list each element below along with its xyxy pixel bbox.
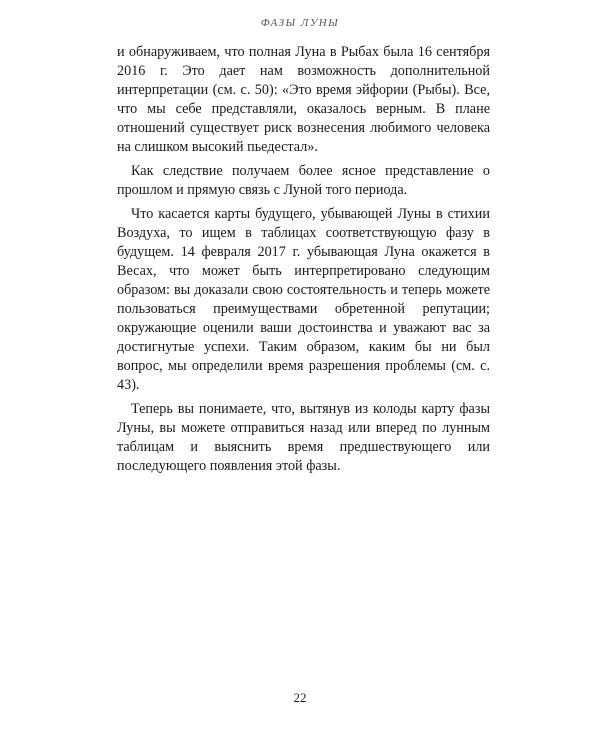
paragraph-4: Теперь вы понимаете, что, вытянув из колоды карту фазы Луны, вы можете отправиться назад или вперед по лунным таблицам и выяснить время предшествующего или последующего появления этой фазы. bbox=[117, 401, 490, 474]
page-number: 22 bbox=[293, 690, 307, 705]
paragraph-3: Что касается карты будущего, убывающей Луны в стихии Воздуха, то ищем в таблицах соответствующую фазу в будущем. 14 февраля 2017 г. убывающая Луна окажется в Весах, что может быть интерпретировано следующим образом: вы доказали свою состоятельность и теперь можете пользоваться преимуществами обретенной репутации; окружающие оценили ваши достоинства и уважают вас за достигнутые успехи. Таким образом, каким бы ни был вопрос, мы определили время разрешения проблемы (см. с. 43). bbox=[117, 206, 490, 393]
paragraph-1: и обнаруживаем, что полная Луна в Рыбах была 16 сентября 2016 г. Это дает нам возможность дополнительной интерпретации (см. с. 50): «Это время эйфории (Рыбы). Все, что мы себе представляли, оказалось верным. В плане отношений существует риск вознесения любимого человека на слишком высокий пьедестал». bbox=[117, 44, 490, 155]
paragraph-2: Как следствие получаем более ясное представление о прошлом и прямую связь с Луной того периода. bbox=[117, 163, 490, 198]
running-title: ФАЗЫ ЛУНЫ bbox=[260, 17, 340, 29]
body-text bbox=[117, 43, 490, 476]
